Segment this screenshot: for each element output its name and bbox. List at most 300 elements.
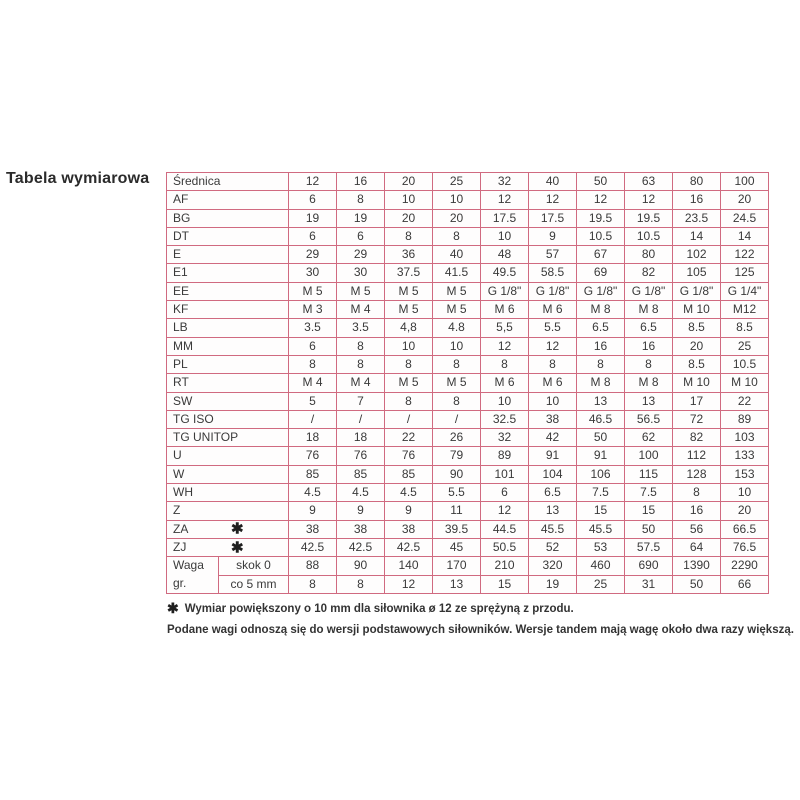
cell-value: 31 [625,575,673,593]
cell-value: 56 [673,520,721,538]
cell-value: G 1/8" [625,282,673,300]
footnote-1-text: Wymiar powiększony o 10 mm dla siłownika ø 12 ze sprężyną z przodu. [184,603,574,615]
row-label-cell [167,191,289,209]
row-label-cell [167,301,289,319]
cell-value: 29 [289,246,337,264]
cell-value: 49.5 [481,264,529,282]
row-label-cell [167,392,289,410]
table-row [167,191,769,209]
cell-value: 8 [337,191,385,209]
cell-value: 16 [577,337,625,355]
cell-value: 26 [433,429,481,447]
cell-value: 13 [625,392,673,410]
cell-value: 4.5 [289,484,337,502]
cell-value: 30 [289,264,337,282]
cell-value: 10 [433,337,481,355]
cell-value: 38 [385,520,433,538]
page-title: Tabela wymiarowa [6,170,150,187]
cell-value: 8 [625,355,673,373]
cell-value: 4,8 [385,319,433,337]
table-row [167,319,769,337]
row-label: ZA [173,521,189,536]
cell-value: 10.5 [577,227,625,245]
row-label: SW [173,393,193,408]
header-value: 16 [337,173,385,191]
cell-value: 62 [625,429,673,447]
footnote-weights-note: Podane wagi odnoszą się do wersji podstawowych siłowników. Wersje tandem mają wagę około dwa razy większą. [167,624,794,636]
cell-value: 6 [289,191,337,209]
asterisk-icon: ✱ [231,520,244,538]
table-row [167,264,769,282]
cell-value: 85 [337,465,385,483]
cell-value: 52 [529,538,577,556]
cell-value: 90 [433,465,481,483]
cell-value: 50 [625,520,673,538]
cell-value: 45.5 [529,520,577,538]
cell-value: 6 [289,227,337,245]
asterisk-icon: ✱ [167,600,179,616]
cell-value: 66 [721,575,769,593]
header-value: 80 [673,173,721,191]
cell-value: 40 [433,246,481,264]
cell-value: 50 [577,429,625,447]
row-label-cell [167,209,289,227]
cell-value: 4.5 [337,484,385,502]
cell-value: M 10 [673,374,721,392]
asterisk-icon: ✱ [231,539,244,557]
cell-value: 80 [625,246,673,264]
cell-value: 16 [625,337,673,355]
cell-value: / [337,410,385,428]
row-label: BG [173,210,191,225]
row-label: EE [173,283,190,298]
cell-value: M 5 [385,301,433,319]
header-value: 40 [529,173,577,191]
header-value: 63 [625,173,673,191]
cell-value: 12 [385,575,433,593]
cell-value: 20 [433,209,481,227]
cell-value: M 6 [529,374,577,392]
row-label-cell [167,282,289,300]
cell-value: 15 [625,502,673,520]
cell-value: 88 [289,557,337,575]
cell-value: 128 [673,465,721,483]
cell-value: 8.5 [673,355,721,373]
cell-value: 30 [337,264,385,282]
cell-value: 6.5 [625,319,673,337]
weight-row [167,575,769,593]
cell-value: 10 [433,191,481,209]
cell-value: 42 [529,429,577,447]
cell-value: 7 [337,392,385,410]
row-label-cell [167,410,289,428]
header-value: 20 [385,173,433,191]
cell-value: 19 [337,209,385,227]
cell-value: 38 [289,520,337,538]
cell-value: 85 [289,465,337,483]
cell-value: 18 [337,429,385,447]
cell-value: 210 [481,557,529,575]
cell-value: 8 [529,355,577,373]
header-value: 12 [289,173,337,191]
table-row [167,246,769,264]
footnote-asterisk-note [167,600,574,617]
cell-value: 91 [529,447,577,465]
cell-value: 100 [625,447,673,465]
cell-value: 56.5 [625,410,673,428]
cell-value: M 8 [625,374,673,392]
header-value: 32 [481,173,529,191]
cell-value: 12 [529,191,577,209]
cell-value: 8 [673,484,721,502]
cell-value: 82 [625,264,673,282]
cell-value: 42.5 [337,538,385,556]
cell-value: 12 [577,191,625,209]
cell-value: M 5 [433,301,481,319]
cell-value: M 5 [433,282,481,300]
cell-value: M 5 [385,282,433,300]
row-label: W [173,466,185,481]
row-label: PL [173,356,188,371]
dimension-table [166,172,769,594]
cell-value: 8.5 [721,319,769,337]
cell-value: 45.5 [577,520,625,538]
cell-value: M 6 [529,301,577,319]
cell-value: 13 [529,502,577,520]
table-row [167,538,769,556]
cell-value: 153 [721,465,769,483]
cell-value: 66.5 [721,520,769,538]
table-row [167,465,769,483]
cell-value: 10 [481,392,529,410]
cell-value: 19.5 [577,209,625,227]
cell-value: 6 [289,337,337,355]
row-label: KF [173,302,189,317]
cell-value: 102 [673,246,721,264]
row-label-cell [167,227,289,245]
cell-value: 5 [289,392,337,410]
cell-value: M 6 [481,301,529,319]
table-row [167,410,769,428]
cell-value: 8 [337,575,385,593]
table-row [167,337,769,355]
cell-value: G 1/8" [673,282,721,300]
cell-value: / [289,410,337,428]
row-label-cell [167,502,289,520]
cell-value: 7.5 [625,484,673,502]
cell-value: 4.8 [433,319,481,337]
row-label: TG UNITOP [173,430,239,445]
header-value: 50 [577,173,625,191]
cell-value: 57.5 [625,538,673,556]
cell-value: 140 [385,557,433,575]
table-row [167,301,769,319]
cell-value: 8 [385,227,433,245]
row-label-cell [167,319,289,337]
cell-value: 690 [625,557,673,575]
cell-value: 17.5 [481,209,529,227]
cell-value: 13 [433,575,481,593]
cell-value: 5,5 [481,319,529,337]
row-label: WH [173,485,193,500]
cell-value: 14 [673,227,721,245]
cell-value: 19 [529,575,577,593]
cell-value: 101 [481,465,529,483]
cell-value: 3.5 [289,319,337,337]
cell-value: 6.5 [577,319,625,337]
cell-value: 42.5 [289,538,337,556]
table-row [167,484,769,502]
cell-value: 76 [385,447,433,465]
cell-value: 125 [721,264,769,282]
weight-label-cell [167,557,219,594]
row-label: E [173,247,182,262]
cell-value: M 8 [577,374,625,392]
cell-value: 460 [577,557,625,575]
cell-value: 10.5 [721,355,769,373]
cell-value: 23.5 [673,209,721,227]
table-row [167,392,769,410]
row-label: LB [173,320,188,335]
header-value: 25 [433,173,481,191]
weight-label-top: Waga [173,558,204,573]
cell-value: M 4 [337,374,385,392]
header-value: 100 [721,173,769,191]
cell-value: 32.5 [481,410,529,428]
cell-value: 8 [433,355,481,373]
row-label-cell [167,246,289,264]
cell-value: 25 [577,575,625,593]
cell-value: 15 [481,575,529,593]
cell-value: 69 [577,264,625,282]
row-label-cell [167,484,289,502]
cell-value: 20 [721,191,769,209]
cell-value: 8 [577,355,625,373]
cell-value: 89 [481,447,529,465]
row-label-cell [167,447,289,465]
cell-value: 37.5 [385,264,433,282]
cell-value: 58.5 [529,264,577,282]
cell-value: 11 [433,502,481,520]
cell-value: G 1/8" [529,282,577,300]
table-row [167,447,769,465]
cell-value: 5.5 [433,484,481,502]
table-row [167,520,769,538]
cell-value: 15 [577,502,625,520]
cell-value: M 5 [337,282,385,300]
row-label: TG ISO [173,411,214,426]
cell-value: 53 [577,538,625,556]
table-row [167,209,769,227]
table-row [167,227,769,245]
cell-value: 29 [337,246,385,264]
cell-value: 8 [481,355,529,373]
cell-value: M 5 [433,374,481,392]
cell-value: 85 [385,465,433,483]
cell-value: 20 [673,337,721,355]
cell-value: 104 [529,465,577,483]
cell-value: 112 [673,447,721,465]
cell-value: 67 [577,246,625,264]
cell-value: 89 [721,410,769,428]
cell-value: 8 [433,227,481,245]
row-label: Z [173,503,181,518]
row-label-cell [167,374,289,392]
cell-value: 8 [289,355,337,373]
cell-value: 17.5 [529,209,577,227]
cell-value: 12 [625,191,673,209]
cell-value: M 8 [577,301,625,319]
cell-value: 50 [673,575,721,593]
cell-value: 2290 [721,557,769,575]
cell-value: G 1/8" [577,282,625,300]
cell-value: / [385,410,433,428]
row-label-cell [167,429,289,447]
cell-value: 46.5 [577,410,625,428]
cell-value: 6 [337,227,385,245]
cell-value: 91 [577,447,625,465]
cell-value: 22 [721,392,769,410]
table-row [167,502,769,520]
row-label: ZJ [173,539,187,554]
row-label-cell [167,520,289,538]
cell-value: M 5 [385,374,433,392]
cell-value: 7.5 [577,484,625,502]
cell-value: 103 [721,429,769,447]
cell-value: 115 [625,465,673,483]
row-label-cell [167,355,289,373]
cell-value: 10.5 [625,227,673,245]
cell-value: 16 [673,502,721,520]
cell-value: 13 [577,392,625,410]
cell-value: 170 [433,557,481,575]
cell-value: 1390 [673,557,721,575]
cell-value: M 3 [289,301,337,319]
cell-value: 12 [481,191,529,209]
cell-value: / [433,410,481,428]
cell-value: 9 [529,227,577,245]
row-label-cell [167,465,289,483]
cell-value: M 5 [289,282,337,300]
header-row [167,173,769,191]
cell-value: 8 [337,355,385,373]
cell-value: M 10 [673,301,721,319]
cell-value: 20 [385,209,433,227]
cell-value: 38 [529,410,577,428]
cell-value: 10 [385,191,433,209]
header-label: Średnica [167,173,289,191]
cell-value: M 10 [721,374,769,392]
cell-value: 42.5 [385,538,433,556]
cell-value: 6.5 [529,484,577,502]
cell-value: 32 [481,429,529,447]
row-label-cell [167,264,289,282]
row-label: RT [173,375,189,390]
cell-value: 122 [721,246,769,264]
cell-value: M 4 [337,301,385,319]
dimension-table-body [167,173,769,594]
cell-value: 25 [721,337,769,355]
cell-value: 79 [433,447,481,465]
cell-value: 106 [577,465,625,483]
cell-value: 19 [289,209,337,227]
cell-value: 10 [481,227,529,245]
cell-value: 50.5 [481,538,529,556]
cell-value: 38 [337,520,385,538]
cell-value: 8 [385,392,433,410]
cell-value: 16 [673,191,721,209]
cell-value: 22 [385,429,433,447]
cell-value: 14 [721,227,769,245]
cell-value: 6 [481,484,529,502]
cell-value: 4.5 [385,484,433,502]
cell-value: 82 [673,429,721,447]
cell-value: 9 [337,502,385,520]
cell-value: 36 [385,246,433,264]
cell-value: 20 [721,502,769,520]
cell-value: 10 [721,484,769,502]
table-row [167,429,769,447]
row-label: MM [173,338,193,353]
weight-sub-label: skok 0 [219,557,289,575]
table-row [167,374,769,392]
cell-value: 48 [481,246,529,264]
cell-value: 3.5 [337,319,385,337]
cell-value: 90 [337,557,385,575]
cell-value: 76 [337,447,385,465]
cell-value: M 4 [289,374,337,392]
cell-value: 39.5 [433,520,481,538]
cell-value: M12 [721,301,769,319]
cell-value: 76 [289,447,337,465]
cell-value: 9 [385,502,433,520]
cell-value: 24.5 [721,209,769,227]
cell-value: 133 [721,447,769,465]
cell-value: 12 [529,337,577,355]
cell-value: 5.5 [529,319,577,337]
cell-value: 8 [289,575,337,593]
cell-value: 8 [337,337,385,355]
cell-value: 45 [433,538,481,556]
cell-value: 10 [385,337,433,355]
weight-row [167,557,769,575]
table-row [167,355,769,373]
cell-value: 18 [289,429,337,447]
cell-value: 10 [529,392,577,410]
row-label-cell [167,538,289,556]
cell-value: 41.5 [433,264,481,282]
cell-value: 57 [529,246,577,264]
cell-value: 8.5 [673,319,721,337]
cell-value: 19.5 [625,209,673,227]
cell-value: 8 [385,355,433,373]
weight-label-bottom: gr. [173,575,187,590]
cell-value: 320 [529,557,577,575]
row-label: DT [173,228,189,243]
cell-value: 8 [433,392,481,410]
cell-value: 105 [673,264,721,282]
cell-value: 72 [673,410,721,428]
row-label: AF [173,192,189,207]
cell-value: 12 [481,337,529,355]
table-row [167,282,769,300]
weight-sub-label: co 5 mm [219,575,289,593]
row-label-cell [167,337,289,355]
cell-value: G 1/8" [481,282,529,300]
cell-value: 76.5 [721,538,769,556]
cell-value: G 1/4" [721,282,769,300]
cell-value: M 8 [625,301,673,319]
